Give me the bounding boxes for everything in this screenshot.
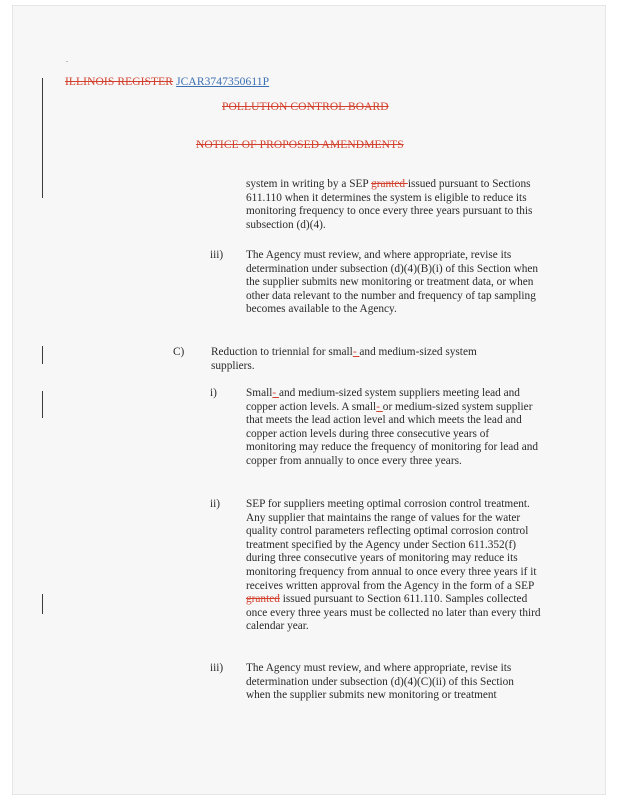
register-header <box>65 76 269 88</box>
item-c-text: Reduction to triennial for small- and medium-sized system suppliers. <box>211 346 477 372</box>
scan-speck <box>66 61 68 62</box>
change-bar <box>42 391 43 418</box>
deleted-text: granted <box>371 178 408 190</box>
item-label-i: i) <box>210 387 217 399</box>
notice-title-struck: NOTICE OF PROPOSED AMENDMENTS <box>196 139 404 151</box>
inserted-hyphen: - <box>376 400 383 413</box>
document-page <box>13 6 605 794</box>
deleted-text: granted <box>246 593 280 606</box>
item-label-ii: ii) <box>210 498 221 510</box>
item-iii-2-text: The Agency must review, and where appropriate, revise its determination under subsection (d)(4)(C)(ii) of this Section when the supplier submits new monitoring or treatment <box>246 662 514 702</box>
item-ii-text: SEP for suppliers meeting optimal corrosion control treatment. Any supplier that maintains the range of values for the water quality control parameters reflecting optimal corrosion control treatment specified by the Agency under Section 611.352(f) during three consecutive years of monitoring may reduce its monitoring frequency from annual to once every three years if it receives written approval from the Agency in the form of a SEP granted issued pursuant to Section 611.110. Samples collected once every three years must be collected no later than every third calendar year. <box>246 498 541 633</box>
change-bar <box>42 594 43 614</box>
item-i-text: Small- and medium-sized system suppliers meeting lead and copper action levels. A small- or medium-sized system supplier that meets the lead action level and which meets the lead and copper action levels during three consecutive years of monitoring may reduce the frequency of monitoring for lead and copper from annually to once every three years. <box>246 387 539 467</box>
register-code: JCAR3747350611P <box>176 76 270 88</box>
board-title-struck: POLLUTION CONTROL BOARD <box>222 101 389 113</box>
change-bar <box>42 346 43 364</box>
continuation-paragraph: system in writing by a SEP granted issued pursuant to Sections 611.110 when it determines the system is eligible to reduce its monitoring frequency to once every three years pursuant to this subsection (d)(4). <box>246 178 533 231</box>
inserted-hyphen: - <box>352 346 360 358</box>
item-label-iii: iii) <box>210 249 224 261</box>
register-title-struck: ILLINOIS REGISTER <box>65 76 174 88</box>
item-label-iii-2: iii) <box>210 662 224 674</box>
item-label-c: C) <box>173 346 185 358</box>
item-iii-text: The Agency must review, and where appropriate, revise its determination under subsection (d)(4)(B)(i) of this Section when the supplier submits new monitoring or treatment data, or when other data relevant to the number and frequency of tap sampling becomes available to the Agency. <box>246 249 539 316</box>
change-bar <box>42 78 43 198</box>
inserted-hyphen: - <box>272 387 279 399</box>
